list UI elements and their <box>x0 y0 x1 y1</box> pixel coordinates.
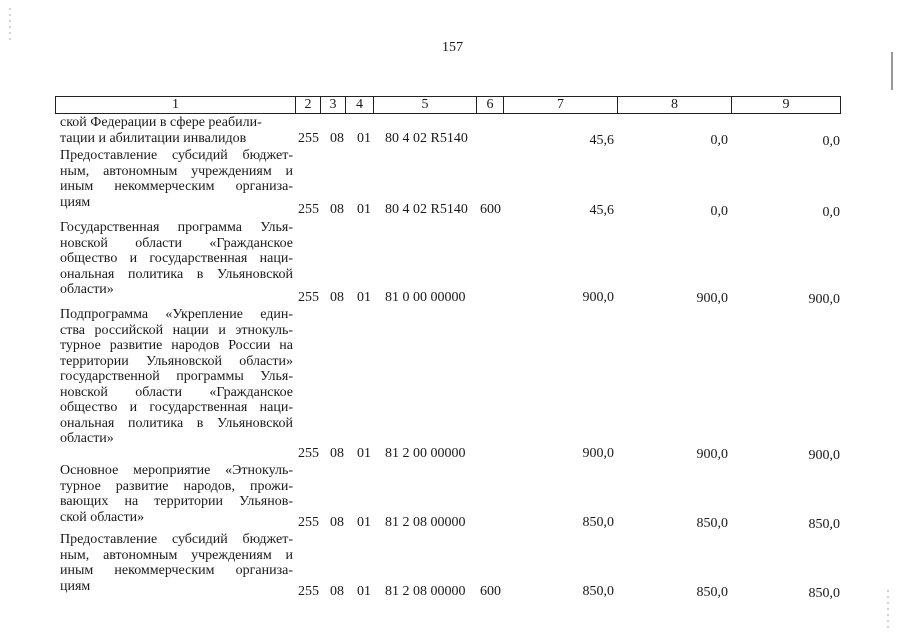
description-line: ской области» <box>60 509 145 525</box>
description-line: области» <box>60 431 114 446</box>
description-line: Государственная программа Улья- <box>60 220 293 235</box>
column-header-4: 4 <box>346 97 374 113</box>
table-row-description <box>60 463 293 525</box>
column-header-7: 7 <box>504 97 618 113</box>
cell-target: 81 2 08 00000 <box>385 515 466 530</box>
cell-code: 255 <box>298 202 319 217</box>
table-row-description <box>60 532 293 594</box>
description-line: тации и абилитации инвалидов <box>60 130 247 146</box>
cell-value-7: 900,0 <box>582 290 614 305</box>
description-line: Подпрограмма «Укрепление един- <box>60 307 293 322</box>
cell-code: 255 <box>298 515 319 530</box>
cell-section: 08 <box>330 515 344 530</box>
cell-code: 255 <box>298 131 319 146</box>
cell-section: 08 <box>330 131 344 146</box>
cell-subsection: 01 <box>357 584 371 599</box>
cell-code: 255 <box>298 584 319 599</box>
description-line: Основное мероприятие «Этнокуль- <box>60 463 293 478</box>
column-header-5: 5 <box>374 97 477 113</box>
description-line: общество и государственная наци- <box>60 400 293 415</box>
cell-type: 600 <box>480 584 501 599</box>
description-line: области» <box>60 282 114 297</box>
cell-value-9: 900,0 <box>808 448 840 463</box>
cell-value-7: 45,6 <box>589 203 614 218</box>
cell-value-9: 0,0 <box>822 205 840 220</box>
description-line: ональная политика в Ульяновской <box>60 415 293 431</box>
description-line: ным, автономным учреждениям и <box>60 547 293 563</box>
description-line: циям <box>60 194 91 210</box>
description-line: турное развитие народов России на <box>60 338 293 353</box>
cell-value-8: 0,0 <box>710 204 728 219</box>
cell-target: 80 4 02 R5140 <box>385 131 468 146</box>
cell-target: 81 0 00 00000 <box>385 290 466 305</box>
cell-value-7: 850,0 <box>582 515 614 530</box>
cell-subsection: 01 <box>357 131 371 146</box>
cell-code: 255 <box>298 446 319 461</box>
cell-subsection: 01 <box>357 202 371 217</box>
description-line: иным некоммерческим организа- <box>60 179 293 194</box>
description-line: Предоставление субсидий бюджет- <box>60 148 293 163</box>
description-line: ным, автономным учреждениям и <box>60 163 293 179</box>
description-line: ональная политика в Ульяновской <box>60 266 293 282</box>
cell-value-9: 0,0 <box>822 134 840 149</box>
cell-section: 08 <box>330 446 344 461</box>
cell-value-7: 900,0 <box>582 446 614 461</box>
column-header-8: 8 <box>618 97 732 113</box>
description-line: общество и государственная наци- <box>60 251 293 266</box>
description-line: циям <box>60 578 91 594</box>
page-number: 157 <box>442 40 463 55</box>
cell-value-8: 850,0 <box>696 585 728 600</box>
description-line: иным некоммерческим организа- <box>60 563 293 578</box>
description-line: новской области «Гражданское <box>60 235 293 251</box>
cell-target: 80 4 02 R5140 <box>385 202 468 217</box>
cell-subsection: 01 <box>357 290 371 305</box>
cell-target: 81 2 00 00000 <box>385 446 466 461</box>
cell-subsection: 01 <box>357 446 371 461</box>
cell-value-7: 850,0 <box>582 584 614 599</box>
table-header <box>55 96 841 114</box>
cell-value-9: 900,0 <box>808 292 840 307</box>
description-line: вающих на территории Ульянов- <box>60 494 293 509</box>
table-row-description <box>60 220 293 298</box>
cell-value-8: 900,0 <box>696 291 728 306</box>
table-row-description <box>60 115 293 146</box>
cell-type: 600 <box>480 202 501 217</box>
cell-value-9: 850,0 <box>808 517 840 532</box>
column-header-6: 6 <box>477 97 504 113</box>
cell-section: 08 <box>330 290 344 305</box>
cell-value-8: 850,0 <box>696 516 728 531</box>
cell-value-9: 850,0 <box>808 586 840 601</box>
description-line: государственной программы Улья- <box>60 369 293 384</box>
description-line: ства российской нации и этнокуль- <box>60 322 293 338</box>
cell-target: 81 2 08 00000 <box>385 584 466 599</box>
column-header-2: 2 <box>296 97 321 113</box>
cell-value-8: 900,0 <box>696 447 728 462</box>
description-line: турное развитие народов, прожи- <box>60 478 293 494</box>
description-line: ской Федерации в сфере реабили- <box>60 115 262 130</box>
cell-code: 255 <box>298 290 319 305</box>
cell-subsection: 01 <box>357 515 371 530</box>
column-header-9: 9 <box>782 97 790 112</box>
description-line: Предоставление субсидий бюджет- <box>60 532 293 547</box>
cell-value-8: 0,0 <box>710 133 728 148</box>
column-header-3: 3 <box>321 97 346 113</box>
description-line: территории Ульяновской области» <box>60 353 293 369</box>
table-row-description <box>60 148 293 210</box>
description-line: новской области «Гражданское <box>60 384 293 400</box>
cell-section: 08 <box>330 584 344 599</box>
column-header-1: 1 <box>56 97 296 113</box>
table-row-description <box>60 307 293 447</box>
cell-section: 08 <box>330 202 344 217</box>
cell-value-7: 45,6 <box>589 133 614 148</box>
